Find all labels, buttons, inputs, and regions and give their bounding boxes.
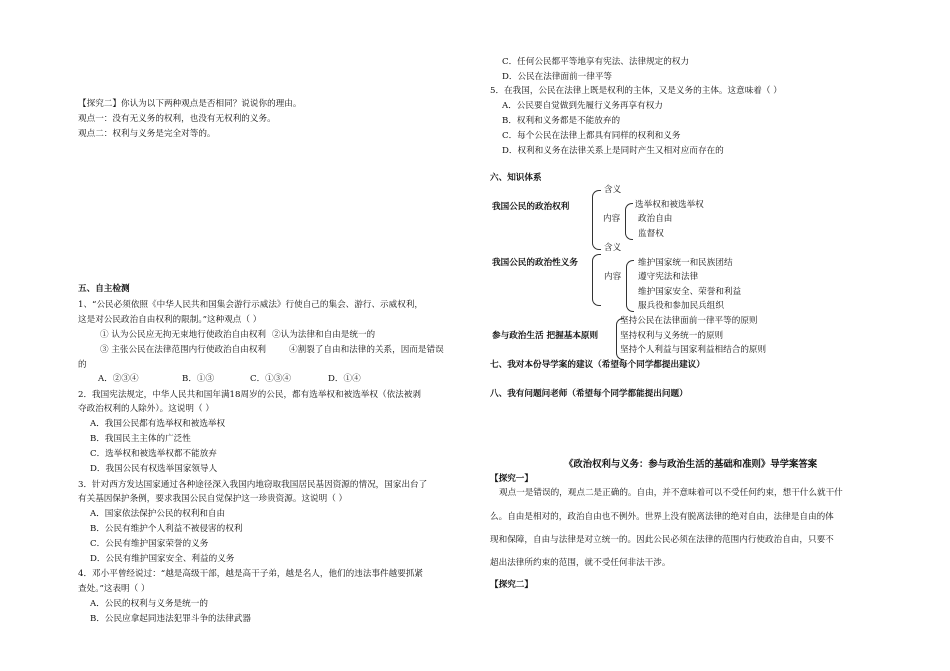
section7-title: 七、我对本份导学案的建议（希望每个同学都提出建议） — [490, 360, 705, 370]
brace-duties-content — [626, 260, 634, 312]
q2-option-c: C．选举权和被选举权都不能放弃 — [90, 449, 217, 459]
q1-statement-4: ④割裂了自由和法律的关系，因而是错误 — [289, 345, 444, 355]
q4-option-d: D．公民在法律面前一律平等 — [502, 72, 613, 82]
q2-option-a: A．我国公民都有选举权和被选举权 — [90, 419, 226, 429]
q4-option-a: A．公民的权利与义务是统一的 — [90, 599, 208, 609]
q3-option-a: A．国家依法保护公民的权利和自由 — [90, 509, 226, 519]
tree-participation: 参与政治生活 把握基本原则 — [492, 331, 599, 341]
tree-rights-item-3: 监督权 — [638, 229, 664, 239]
q1-option-c: C．①③④ — [250, 374, 291, 384]
q1-option-a: A．②③④ — [98, 374, 139, 384]
q3-option-b: B．公民有维护个人利益不被侵害的权利 — [90, 524, 243, 534]
q4-option-c: C．任何公民都平等地享有宪法、法律规定的权力 — [502, 57, 690, 67]
tree-political-rights: 我国公民的政治权利 — [492, 202, 570, 212]
q1-statement-4-cont: 的 — [78, 360, 87, 370]
q4-option-b: B．公民应拿起同违法犯罪斗争的法律武器 — [90, 614, 252, 624]
q2-option-b: B．我国民主主体的广泛性 — [90, 434, 191, 444]
explore2-title: 【探究二】你认为以下两种观点是否相同？说说你的理由。 — [78, 99, 302, 109]
tree-meaning-1: 含义 — [604, 185, 622, 195]
q3-option-c: C．公民有维护国家荣誉的义务 — [90, 539, 209, 549]
q2-stem-line1: 2．我国宪法规定，中华人民共和国年满18周岁的公民，都有选举权和被选举权（依法被剥 — [78, 390, 421, 400]
answer-explore1-label: 【探究一】 — [490, 474, 533, 484]
tree-principle-1: 坚持公民在法律面前一律平等的原则 — [620, 316, 758, 326]
tree-duty-item-3: 维护国家安全、荣誉和利益 — [638, 287, 742, 297]
q4-stem-line1: 4．邓小平曾经说过：“越是高级干部，越是高干子弟，越是名人，他们的违法事件越要抓紧 — [78, 569, 424, 579]
q2-stem-line2: 夺政治权利的人除外）。这说明（ ） — [78, 404, 214, 414]
explore2-view2: 观点二：权利与义务是完全对等的。 — [78, 129, 216, 139]
q1-statement-1: ① 认为公民应无拘无束地行使政治自由权利 — [100, 330, 267, 340]
tree-rights-item-2: 政治自由 — [638, 214, 673, 224]
tree-duty-item-2: 遵守宪法和法律 — [638, 272, 699, 282]
q4-stem-line2: 查处。”这表明（ ） — [78, 584, 150, 594]
tree-content-1: 内容 — [603, 214, 621, 224]
answer-title: 《政治权利与义务：参与政治生活的基础和准则》导学案答案 — [564, 459, 818, 470]
brace-rights — [592, 190, 601, 250]
section6-title: 六、知识体系 — [490, 173, 542, 183]
tree-duty-item-1: 维护国家统一和民族团结 — [638, 258, 733, 268]
tree-content-2: 内容 — [604, 272, 622, 282]
q5-option-c: C．每个公民在法律上都具有同样的权利和义务 — [502, 131, 681, 141]
q1-stem-line1: 1、“公民必须依照《中华人民共和国集会游行示威法》行使自己的集会、游行、示威权利， — [78, 300, 424, 310]
q1-statement-3: ③ 主张公民在法律范围内行使政治自由权利 — [100, 345, 267, 355]
tree-principle-2: 坚持权利与义务统一的原则 — [620, 331, 724, 341]
section5-title: 五、自主检测 — [78, 284, 130, 294]
explore2-view1: 观点一：没有无义务的权利，也没有无权利的义务。 — [78, 114, 276, 124]
q1-statement-2: ②认为法律和自由是统一的 — [272, 330, 376, 340]
brace-duties — [592, 254, 601, 306]
q5-stem: 5．在我国，公民在法律上既是权利的主体，又是义务的主体。这意味着（ ） — [490, 86, 782, 96]
tree-rights-item-1: 选举权和被选举权 — [635, 200, 704, 210]
section8-title: 八、我有问题问老师（希望每个同学都能提出问题） — [490, 389, 688, 399]
q1-stem-line2: 这是对公民政治自由权利的限制。”这种观点（ ） — [78, 315, 262, 325]
q3-option-d: D．公民有维护国家安全、利益的义务 — [90, 554, 235, 564]
tree-meaning-2: 含义 — [604, 243, 622, 253]
q5-option-a: A．公民要自觉做到先履行义务再享有权力 — [502, 101, 663, 111]
answer-para-line3: 现和保障，自由与法律是对立统一的。因此公民必须在法律的范围内行使政治自由，只要不 — [490, 535, 834, 545]
answer-para-line2: 么。自由是相对的，政治自由也不例外。世界上没有脱离法律的绝对自由，法律是自由的体 — [490, 512, 834, 522]
brace-rights-content — [625, 203, 633, 240]
q2-option-d: D．我国公民有权选举国家领导人 — [90, 464, 218, 474]
answer-para-line4: 超出法律所约束的范围，就不受任何非法干涉。 — [490, 558, 671, 568]
tree-political-duties: 我国公民的政治性义务 — [492, 258, 578, 268]
tree-duty-item-4: 服兵役和参加民兵组织 — [638, 301, 724, 311]
q1-option-b: B．①③ — [182, 374, 215, 384]
q1-option-d: D．①④ — [328, 374, 361, 384]
q3-stem-line2: 有关基因保护条例，要求我国公民自觉保护这一珍贵资源。这说明（ ） — [78, 494, 348, 504]
answer-explore2-label: 【探究二】 — [490, 580, 533, 590]
q3-stem-line1: 3．针对西方发达国家通过各种途径深入我国内地窃取我国居民基因资源的情况，国家出台了 — [78, 480, 428, 490]
tree-principle-3: 坚持个人利益与国家利益相结合的原则 — [620, 345, 767, 355]
q5-option-b: B．权利和义务都是不能放弃的 — [502, 116, 621, 126]
answer-para-line1: 观点一是错误的，观点二是正确的。自由，并不意味着可以不受任何约束，想干什么就干什 — [499, 488, 843, 498]
q5-option-d: D．权利和义务在法律关系上是同时产生又相对应而存在的 — [502, 146, 724, 156]
